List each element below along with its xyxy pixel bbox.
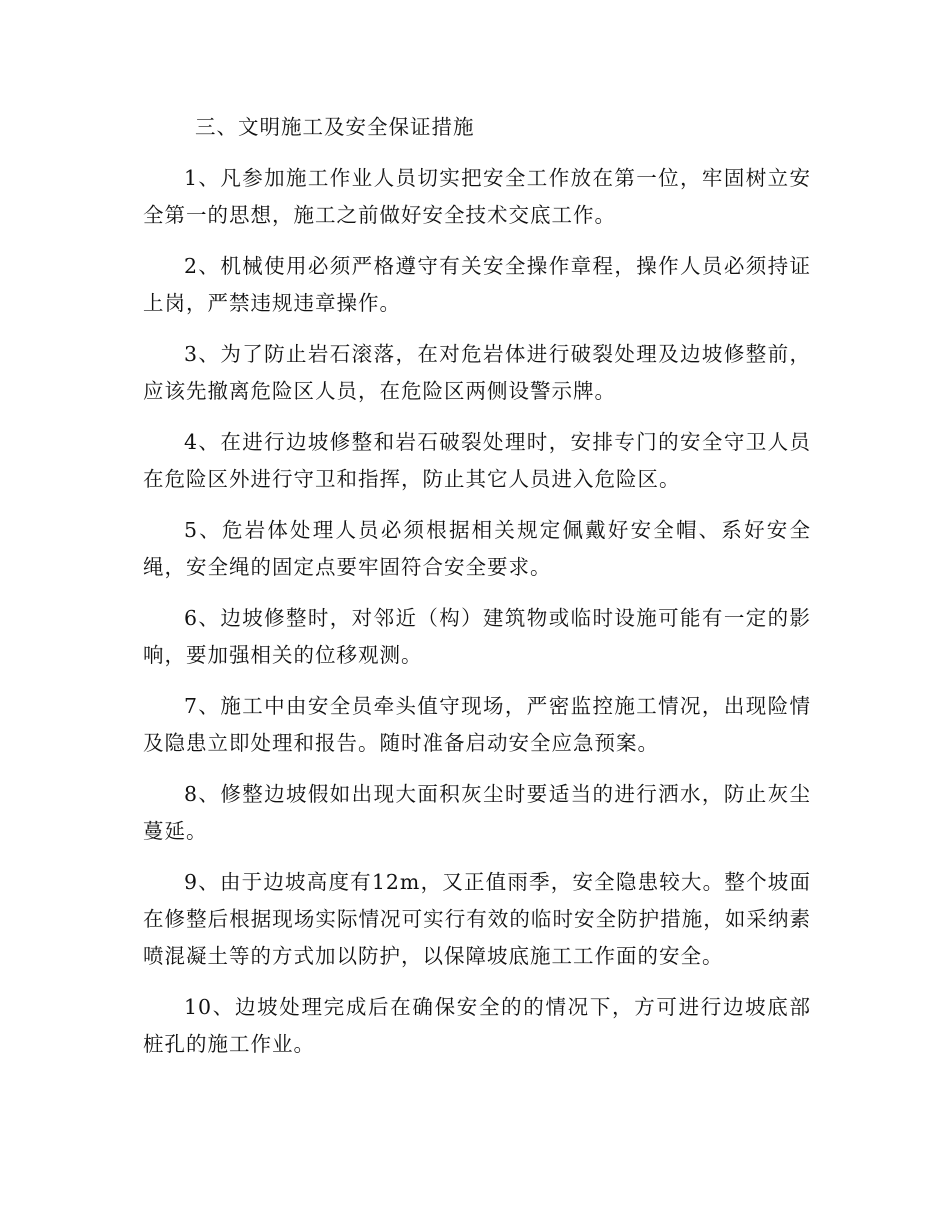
section-heading: 三、文明施工及安全保证措施	[195, 115, 475, 139]
measure-item-7: 7、施工中由安全员牵头值守现场，严密监控施工情况，出现险情及隐患立即处理和报告。随时准备启动安全应急预案。	[143, 694, 811, 755]
measure-item-1: 1、凡参加施工作业人员切实把安全工作放在第一位，牢固树立安全第一的思想，施工之前做好安全技术交底工作。	[143, 166, 811, 227]
measure-item-3: 3、为了防止岩石滚落，在对危岩体进行破裂处理及边坡修整前，应该先撤离危险区人员，在危险区两侧设警示牌。	[143, 342, 811, 403]
measure-item-4: 4、在进行边坡修整和岩石破裂处理时，安排专门的安全守卫人员在危险区外进行守卫和指挥，防止其它人员进入危险区。	[143, 430, 811, 491]
measure-item-8: 8、修整边坡假如出现大面积灰尘时要适当的进行洒水，防止灰尘蔓延。	[143, 782, 811, 843]
document-body	[143, 108, 811, 1077]
measure-item-6: 6、边坡修整时，对邻近（构）建筑物或临时设施可能有一定的影响，要加强相关的位移观测。	[143, 606, 811, 667]
measure-item-9: 9、由于边坡高度有12m，又正值雨季，安全隐患较大。整个坡面在修整后根据现场实际情况可实行有效的临时安全防护措施，如采纳素喷混凝土等的方式加以防护，以保障坡底施工工作面的安全。	[143, 870, 811, 968]
measure-item-10: 10、边坡处理完成后在确保安全的的情况下，方可进行边坡底部桩孔的施工作业。	[143, 995, 811, 1056]
measure-item-5: 5、危岩体处理人员必须根据相关规定佩戴好安全帽、系好安全绳，安全绳的固定点要牢固符合安全要求。	[143, 518, 811, 579]
measure-item-2: 2、机械使用必须严格遵守有关安全操作章程，操作人员必须持证上岗，严禁违规违章操作。	[143, 254, 811, 315]
